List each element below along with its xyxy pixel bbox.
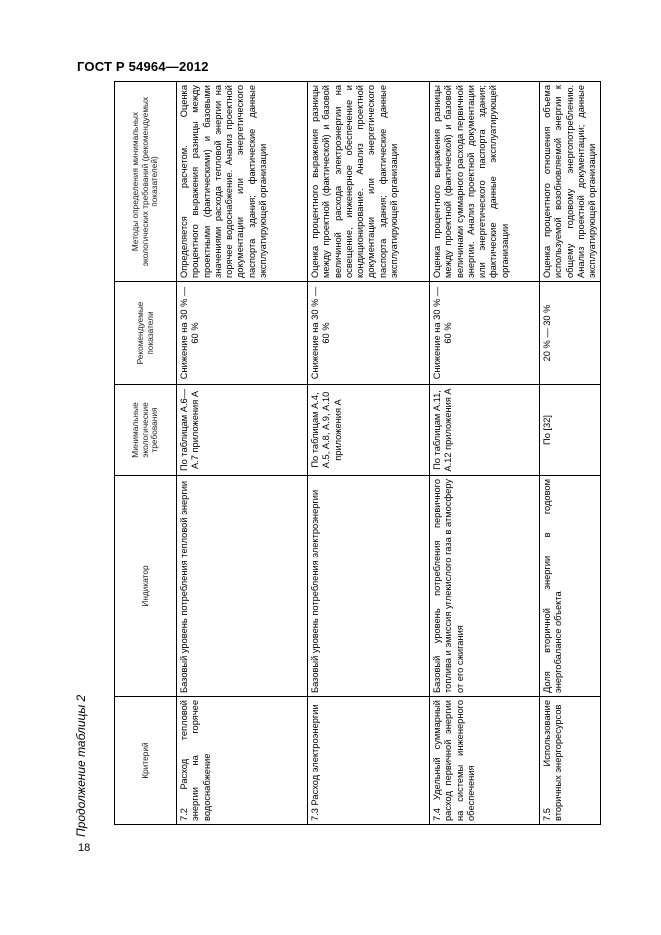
column-header-requirement: Минимальные экологические требования	[115, 385, 177, 476]
table-row	[308, 82, 430, 825]
cell-indicator: Доля вторичной энергии в годовом энергобалансе объекта	[540, 476, 601, 697]
column-header-method: Методы определения минимальных экологических требований (рекомендуемых показателей)	[115, 82, 177, 282]
cell-method: Оценка процентного выражения разницы между проектной (фактической) и базовой величинами суммарного расхода первичной энергии. Анализ проектной документации или энергетического паспорта здания; фактические данные эксплуатирующей организации	[430, 82, 540, 282]
cell-indicator: Базовый уровень потребления электроэнергии	[308, 476, 430, 697]
cell-recommended: Снижение на 30 % — 60 %	[308, 282, 430, 385]
column-header-indicator: Индикатор	[115, 476, 177, 697]
cell-criterion: 7.3 Расход электроэнергии	[308, 697, 430, 825]
cell-method: Оценка процентного отношения объема используемой возобновляемой энергии к общему годовому энергопотреблению. Анализ проектной документации; данные эксплуатирующей организации	[540, 82, 601, 282]
cell-indicator: Базовый уровень потребления тепловой энергии	[177, 476, 308, 697]
cell-indicator: Базовый уровень потребления первичного топлива и эмиссия углекислого газа в атмосферу от его сжигания	[430, 476, 540, 697]
cell-criterion: 7.2 Расход тепловой энергии на горячее водоснабжение	[177, 697, 308, 825]
cell-requirement: По таблицам А.6—А.7 приложения А	[177, 385, 308, 476]
document-header: ГОСТ Р 54964—2012	[77, 59, 209, 74]
page-number: 18	[78, 842, 91, 854]
cell-requirement: По таблицам А.4, А.5, А.8, А.9, А.10 приложения А	[308, 385, 430, 476]
cell-recommended: Снижение на 30 % — 60 %	[430, 282, 540, 385]
table-row	[177, 82, 308, 825]
table-row	[430, 82, 540, 825]
rotated-table-wrapper	[114, 82, 598, 825]
cell-criterion: 7.4 Удельный суммарный расход первичной энергии на системы инженерного обеспечения	[430, 697, 540, 825]
table-continuation-label: Продолжение таблицы 2	[74, 694, 88, 837]
column-header-criterion: Критерий	[115, 697, 177, 825]
table-row	[540, 82, 601, 825]
cell-recommended: Снижение на 30 % — 60 %	[177, 282, 308, 385]
column-header-recommended: Рекомендуемые показатели	[115, 282, 177, 385]
criteria-table	[114, 81, 601, 825]
cell-criterion: 7.5 Использование вторичных энергоресурсов	[540, 697, 601, 825]
table-header-row	[115, 82, 177, 825]
cell-requirement: По [32]	[540, 385, 601, 476]
cell-method: Оценка процентного выражения разницы между проектной (фактической) и базовой величиной расхода электроэнергии на освещение, инженерное обеспечение и кондиционирование. Анализ проектной документации или энергетического паспорта здания; фактические данные эксплуатирующей организации	[308, 82, 430, 282]
cell-recommended: 20 % — 30 %	[540, 282, 601, 385]
cell-method: Определяется расчетом. Оценка процентного выражения разницы между проектными (фактическими) и базовыми значениями расхода тепловой энергии на горячее водоснабжение. Анализ проектной документации или энергетического паспорта здания; фактические данные эксплуатирующей организации	[177, 82, 308, 282]
cell-requirement: По таблицам А.11, А.12 приложения А	[430, 385, 540, 476]
